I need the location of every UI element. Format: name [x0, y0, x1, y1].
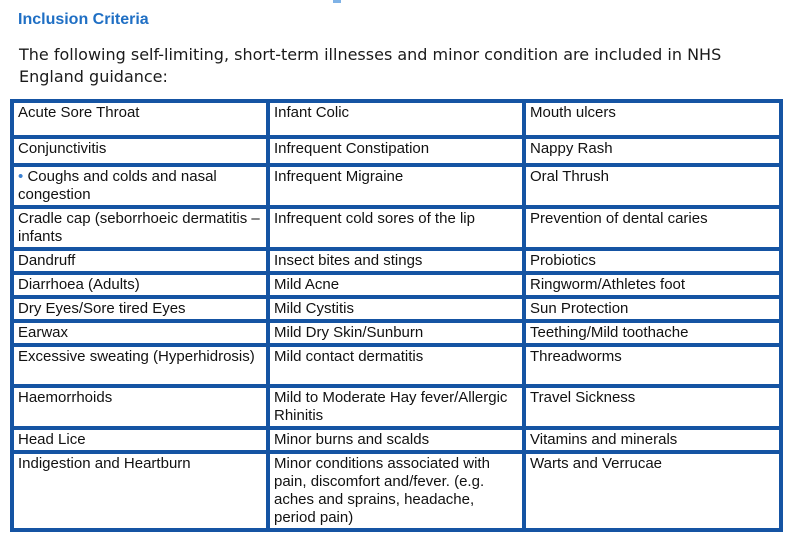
table-cell: Indigestion and Heartburn — [14, 454, 266, 528]
page-heading: Inclusion Criteria — [18, 11, 149, 28]
table-cell: Teething/Mild toothache — [526, 323, 779, 343]
table-cell: Infrequent Constipation — [270, 139, 522, 163]
table-cell: Dandruff — [14, 251, 266, 271]
table-cell: Earwax — [14, 323, 266, 343]
table-cell: Travel Sickness — [526, 388, 779, 426]
table-cell: Mild to Moderate Hay fever/Allergic Rhinitis — [270, 388, 522, 426]
cell-text: Coughs and colds and nasal congestion — [18, 168, 217, 203]
table-cell: Threadworms — [526, 347, 779, 384]
intro-paragraph: The following self-limiting, short-term illnesses and minor condition are included in NHS England guidance: — [19, 45, 722, 86]
table-row — [14, 251, 779, 271]
table-cell: Mild Acne — [270, 275, 522, 295]
table-row — [14, 323, 779, 343]
bullet-icon: • — [18, 168, 24, 185]
table-cell: Warts and Verrucae — [526, 454, 779, 528]
table-row — [14, 103, 779, 135]
table-cell: Mild Dry Skin/Sunburn — [270, 323, 522, 343]
table-row — [14, 209, 779, 247]
table-cell: Excessive sweating (Hyperhidrosis) — [14, 347, 266, 384]
table-cell: Infrequent cold sores of the lip — [270, 209, 522, 247]
table-cell: Conjunctivitis — [14, 139, 266, 163]
table-cell: Head Lice — [14, 430, 266, 450]
table-cell: Insect bites and stings — [270, 251, 522, 271]
table-row — [14, 275, 779, 295]
table-cell: Vitamins and minerals — [526, 430, 779, 450]
table-cell: Oral Thrush — [526, 167, 779, 205]
table-cell: Ringworm/Athletes foot — [526, 275, 779, 295]
table-cell: Infant Colic — [270, 103, 522, 135]
inclusion-criteria-table — [10, 99, 783, 532]
table-row — [14, 454, 779, 528]
table-cell: Minor burns and scalds — [270, 430, 522, 450]
table-row — [14, 388, 779, 426]
table-cell: Diarrhoea (Adults) — [14, 275, 266, 295]
table-cell: Prevention of dental caries — [526, 209, 779, 247]
top-edge-mark — [333, 0, 341, 3]
table-row — [14, 139, 779, 163]
table-cell: Sun Protection — [526, 299, 779, 319]
table-cell: Haemorrhoids — [14, 388, 266, 426]
table-cell: Acute Sore Throat — [14, 103, 266, 135]
table-cell: Infrequent Migraine — [270, 167, 522, 205]
table-cell: Minor conditions associated with pain, discomfort and/fever. (e.g. aches and sprains, headache, period pain) — [270, 454, 522, 528]
table-cell — [14, 167, 266, 205]
table-cell: Mild contact dermatitis — [270, 347, 522, 384]
table-row — [14, 167, 779, 205]
table-cell: Dry Eyes/Sore tired Eyes — [14, 299, 266, 319]
table-cell: Probiotics — [526, 251, 779, 271]
table-cell: Mild Cystitis — [270, 299, 522, 319]
table-row — [14, 347, 779, 384]
table-cell: Cradle cap (seborrhoeic dermatitis – infants — [14, 209, 266, 247]
table-row — [14, 299, 779, 319]
table-cell: Nappy Rash — [526, 139, 779, 163]
table-cell: Mouth ulcers — [526, 103, 779, 135]
table-row — [14, 430, 779, 450]
